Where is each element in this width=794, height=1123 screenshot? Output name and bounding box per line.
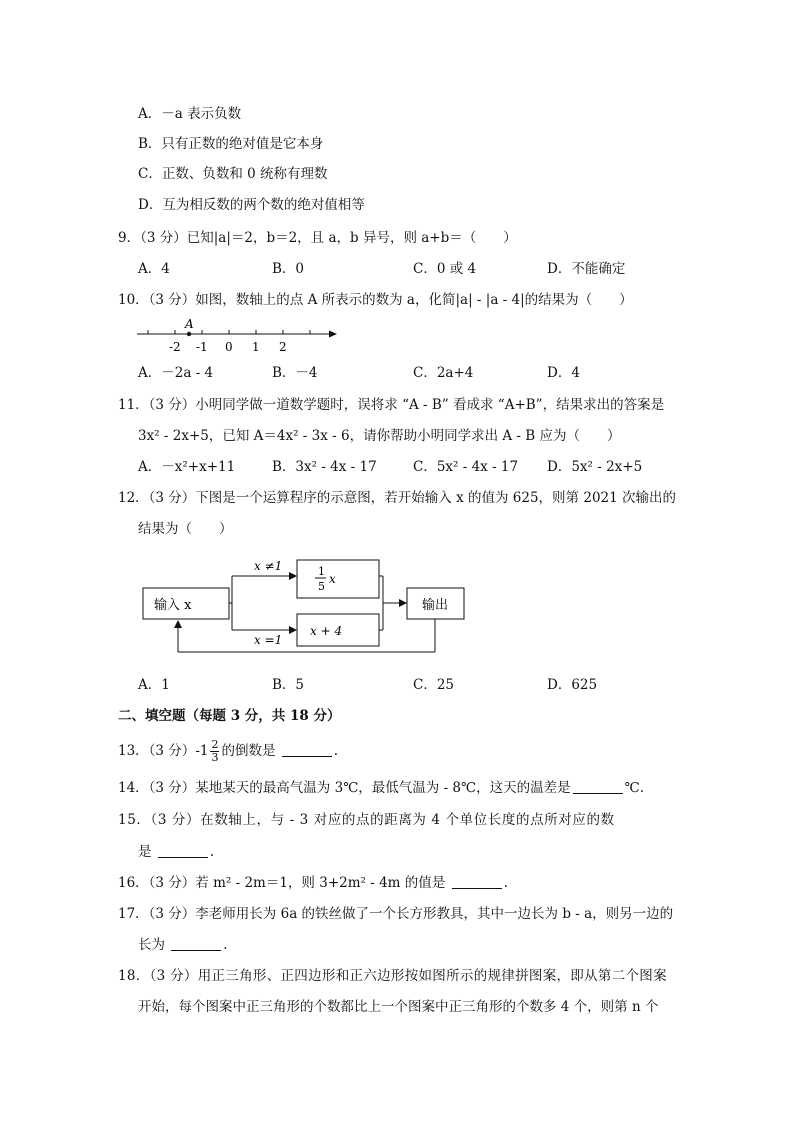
q10-point-label: A xyxy=(185,317,194,331)
q13-fraction xyxy=(210,739,219,764)
q10-tick-label: -1 xyxy=(196,340,208,354)
q17-stem-line1: 17．（3 分）李老师用长为 6a 的铁丝做了一个长方形教具，其中一边长为 b - a，则另一边的 xyxy=(118,906,674,922)
q11-stem-line1: 11．（3 分）小明同学做一道数学题时，误将求 “A - B” 看成求 “A+B”，结果求出的答案是 xyxy=(118,397,665,413)
q13-prefix: 13．（3 分） xyxy=(118,743,196,759)
q12-output-label: 输出 xyxy=(422,598,449,613)
q9-stem: 9．（3 分）已知|a|＝2，b＝2，且 a，b 异号，则 a+b＝（ ） xyxy=(118,230,517,246)
q10-number-line xyxy=(135,314,345,358)
q12-op-top-box xyxy=(297,560,379,598)
q15-line2-text: 是 xyxy=(138,844,152,860)
q12-cond-top: x ≠1 xyxy=(254,559,283,573)
q12-option-d: D．625 xyxy=(547,677,598,693)
q12-input-label: 输入 x xyxy=(154,598,192,613)
q14-unit: ℃. xyxy=(624,780,645,796)
q10-option-d: D．4 xyxy=(547,365,580,381)
q17-line2-text: 长为 xyxy=(138,937,165,953)
q8-option-a: A．－a 表示负数 xyxy=(138,106,242,122)
q10-tick-label: 2 xyxy=(279,340,287,354)
q10-tick-label: -2 xyxy=(169,340,181,354)
q10-stem: 10．（3 分）如图，数轴上的点 A 所表示的数为 a，化简|a| - |a - 4|的结果为（ ） xyxy=(118,292,633,308)
q16-text: 16．（3 分）若 m² - 2m＝1，则 3+2m² - 4m 的值是 xyxy=(118,875,446,891)
q18-stem-line2: 开始，每个图案中正三角形的个数都比上一个图案中正三角形的个数多 4 个，则第 n 个 xyxy=(138,999,659,1015)
q12-stem-line1: 12．（3 分）下图是一个运算程序的示意图，若开始输入 x 的值为 625，则第 2021 次输出的 xyxy=(118,490,677,506)
q12-op-top-var: x xyxy=(329,572,336,586)
q12-op-top-den: 5 xyxy=(318,580,325,593)
q8-option-d: D．互为相反数的两个数的绝对值相等 xyxy=(138,197,365,213)
q12-flow-diagram xyxy=(140,552,470,658)
q12-cond-bottom: x =1 xyxy=(254,633,283,647)
q9-option-b: B．0 xyxy=(272,261,305,277)
q13-denominator: 3 xyxy=(211,751,219,764)
q14-answer-blank[interactable] xyxy=(573,779,623,794)
q11-option-b: B．3x² - 4x - 17 xyxy=(272,459,377,475)
q12-op-top-num: 1 xyxy=(318,565,325,578)
q17-answer-blank[interactable] xyxy=(171,936,221,951)
q14-text: 14．（3 分）某地某天的最高气温为 3℃，最低气温为 - 8℃，这天的温差是 xyxy=(118,780,571,796)
q12-option-b: B．5 xyxy=(272,677,305,693)
q10-option-c: C．2a+4 xyxy=(413,365,474,381)
q13-numerator: 2 xyxy=(211,738,219,751)
q13-answer-blank[interactable] xyxy=(282,742,332,757)
q11-option-a: A．－x²+x+11 xyxy=(138,459,236,475)
q16-stem: 16．（3 分）若 m² - 2m＝1，则 3+2m² - 4m 的值是 . xyxy=(118,875,508,891)
q10-option-a: A．－2a - 4 xyxy=(138,365,214,381)
q12-option-c: C．25 xyxy=(413,677,455,693)
q15-stem-line2: 是 . xyxy=(138,844,215,860)
q8-option-c: C．正数、负数和 0 统称有理数 xyxy=(138,166,328,182)
q10-point-a xyxy=(187,332,191,336)
q17-stem-line2: 长为 . xyxy=(138,937,228,953)
q13-whole: -1 xyxy=(195,743,209,759)
q9-option-a: A．4 xyxy=(138,261,170,277)
q12-option-a: A．1 xyxy=(138,677,170,693)
q15-answer-blank[interactable] xyxy=(158,843,208,858)
q13-stem: 13．（3 分）-1 $\frac{2}{3}$ 的倒数是 . xyxy=(118,738,339,764)
q11-option-d: D．5x² - 2x+5 xyxy=(547,459,643,475)
q10-tick-label: 1 xyxy=(252,340,260,354)
q13-suffix: 的倒数是 xyxy=(221,743,276,759)
q10-option-b: B．－4 xyxy=(272,365,318,381)
q9-option-d: D．不能确定 xyxy=(547,261,626,277)
q11-stem-line2: 3x² - 2x+5，已知 A＝4x² - 3x - 6，请你帮助小明同学求出 A - B 应为（ ） xyxy=(138,428,621,444)
q12-op-bottom: x + 4 xyxy=(310,624,343,638)
section-2-title: 二、填空题（每题 3 分，共 18 分） xyxy=(118,708,341,724)
q16-answer-blank[interactable] xyxy=(452,874,502,889)
q18-stem-line1: 18．（3 分）用正三角形、正四边形和正六边形按如图所示的规律拼图案，即从第二个图案 xyxy=(118,968,667,984)
q11-option-c: C．5x² - 4x - 17 xyxy=(413,459,519,475)
q12-stem-line2: 结果为（ ） xyxy=(138,521,233,537)
q8-option-b: B．只有正数的绝对值是它本身 xyxy=(138,136,324,152)
q10-tick-label: 0 xyxy=(225,340,233,354)
q9-option-c: C．0 或 4 xyxy=(413,261,477,277)
q14-stem xyxy=(118,778,644,798)
q15-stem-line1: 15．（3 分）在数轴上，与 - 3 对应的点的距离为 4 个单位长度的点所对应的数 xyxy=(118,812,615,828)
